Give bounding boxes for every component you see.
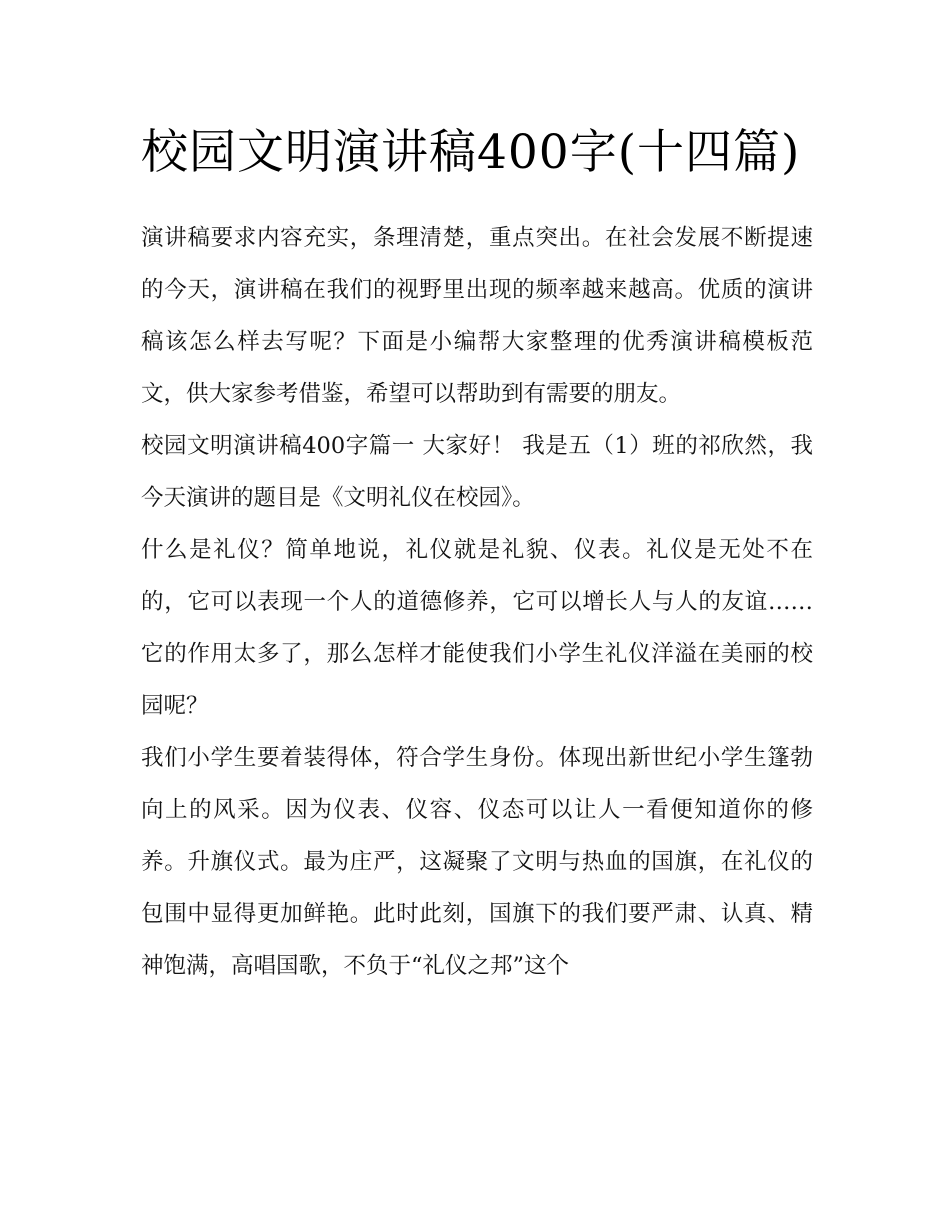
dress-and-flag-paragraph: 我们小学生要着装得体，符合学生身份。体现出新世纪小学生篷勃向上的风采。因为仪表、仪容、仪态可以让人一看便知道你的修养。升旗仪式。最为庄严，这凝聚了文明与热血的国旗，在礼仪的包围中显得更加鲜艳。此时此刻，国旗下的我们要严肃、认真、精神饱满，高唱国歌，不负于“礼仪之邦”这个	[141, 745, 813, 979]
etiquette-definition-paragraph: 什么是礼仪？简单地说，礼仪就是礼貌、仪表。礼仪是无处不在的，它可以表现一个人的道德修养，它可以增长人与人的友谊……它的作用太多了，那么怎样才能使我们小学生礼仪洋溢在美丽的校园呢？	[141, 537, 813, 719]
document-body	[141, 212, 813, 992]
document-content	[141, 114, 813, 992]
intro-paragraph: 演讲稿要求内容充实，条理清楚，重点突出。在社会发展不断提速的今天，演讲稿在我们的视野里出现的频率越来越高。优质的演讲稿该怎么样去写呢？下面是小编帮大家整理的优秀演讲稿模板范文，供大家参考借鉴，希望可以帮助到有需要的朋友。	[141, 225, 813, 407]
document-title: 校园文明演讲稿400字(十四篇)	[141, 125, 801, 180]
speech-opening-paragraph: 校园文明演讲稿400字篇一 大家好！ 我是五（1）班的祁欣然，我今天演讲的题目是《文明礼仪在校园》。	[141, 433, 813, 511]
